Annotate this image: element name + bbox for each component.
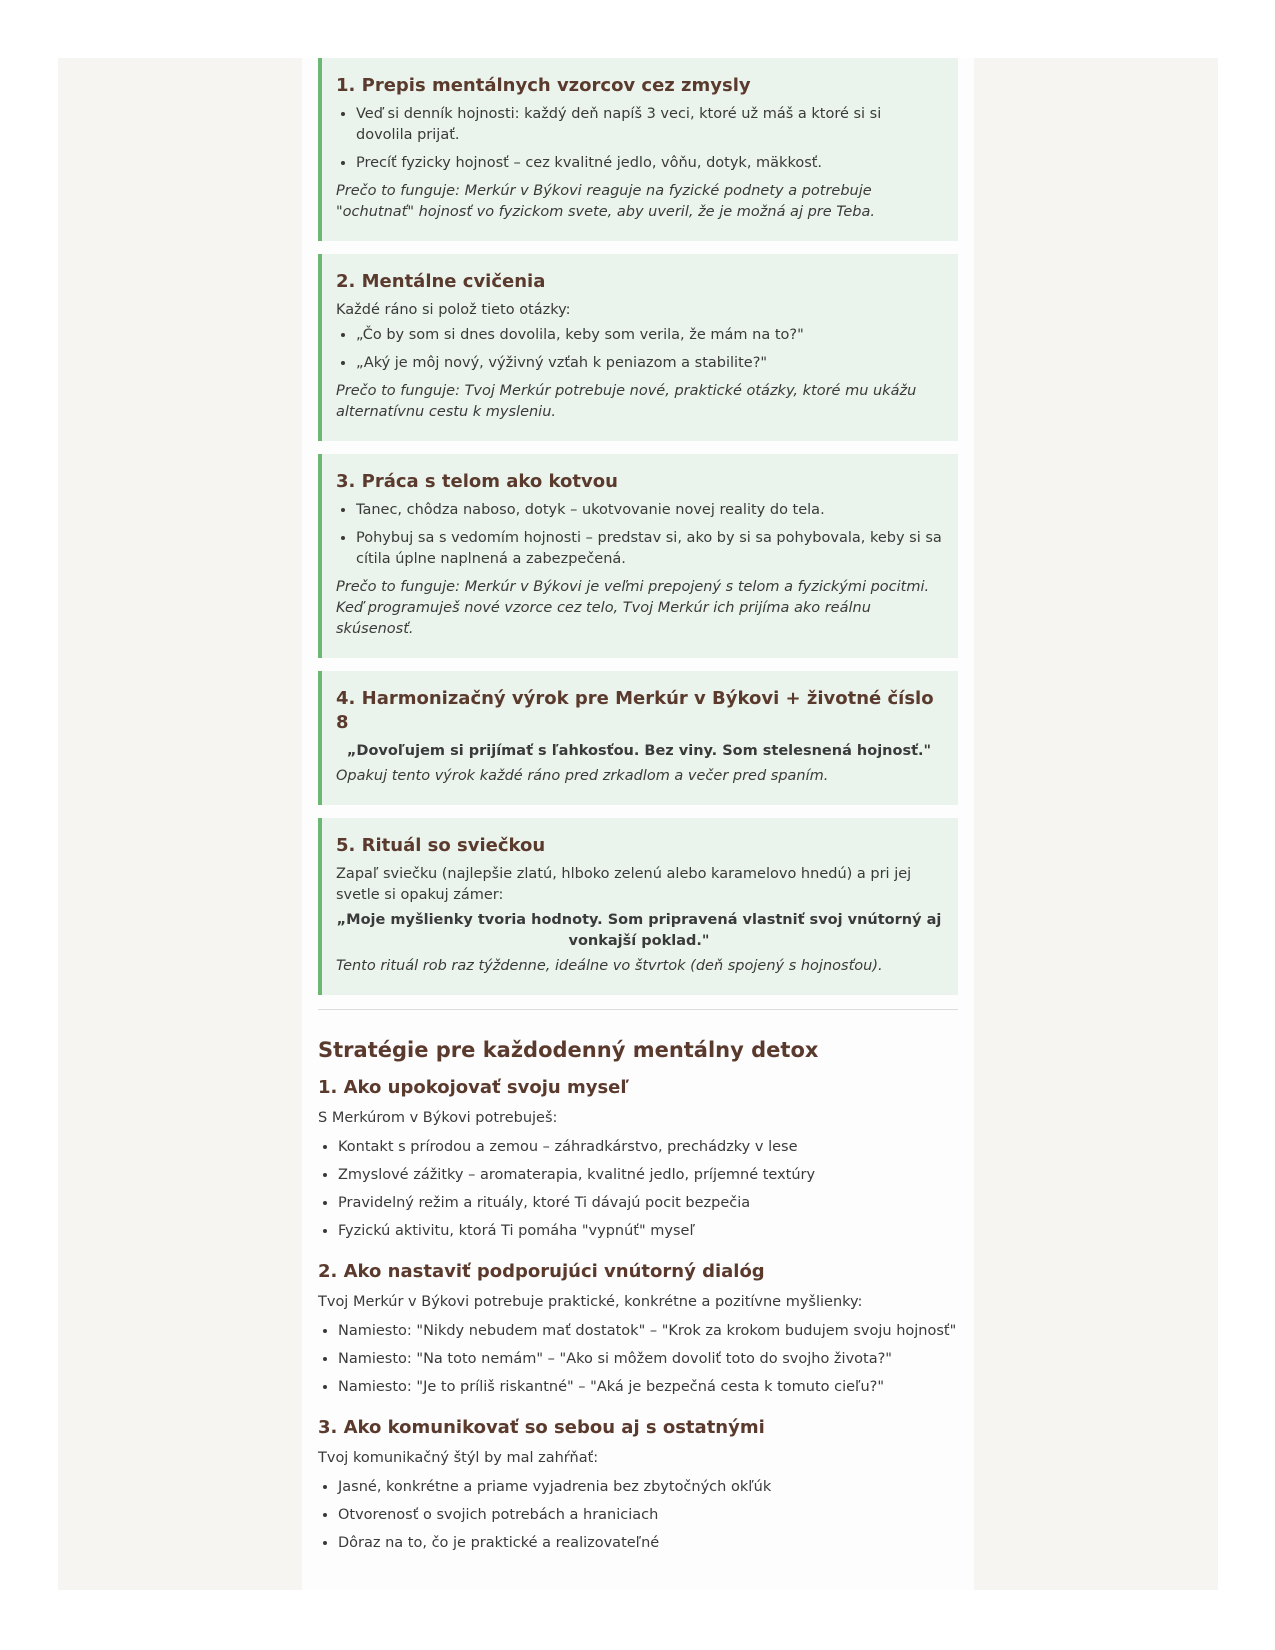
box-title: 2. Mentálne cvičenia (336, 271, 546, 292)
list-item: • Namiesto: "Na toto nemám" – "Ako si môžem dovoliť toto do svojho života?" (338, 1349, 958, 1370)
subsection-intro: Tvoj komunikačný štýl by mal zahŕňať: (318, 1450, 599, 1466)
box-title: 3. Práca s telom ako kotvou (336, 471, 618, 492)
box-intro: Každé ráno si polož tieto otázky: (336, 302, 571, 318)
instruction-note: Opakuj tento výrok každé ráno pred zrkadlom a večer pred spaním. (336, 768, 829, 784)
list-item: • Precíť fyzicky hojnosť – cez kvalitné jedlo, vôňu, dotyk, mäkkosť. (356, 153, 942, 174)
list-item: • Kontakt s prírodou a zemou – záhradkárstvo, prechádzky v lese (338, 1137, 958, 1158)
list-item: • Veď si denník hojnosti: každý deň napíš 3 veci, ktoré už máš a ktoré si si dovolila prijať. (356, 104, 942, 146)
practice-box-3 (318, 454, 958, 658)
why-note: Prečo to funguje: Merkúr v Býkovi je veľmi prepojený s telom a fyzickými pocitmi. Keď programuješ nové vzorce cez telo, Tvoj Merkúr ich prijíma ako reálnu skúsenosť. (336, 579, 930, 637)
list-item: • Pravidelný režim a rituály, ktoré Ti dávajú pocit bezpečia (338, 1193, 958, 1214)
practice-box-1 (318, 58, 958, 241)
box-title: 5. Rituál so sviečkou (336, 835, 546, 856)
intention-quote: „Moje myšlienky tvoria hodnoty. Som pripravená vlastniť svoj vnútorný aj vonkajší poklad." (336, 912, 942, 949)
box-title: 4. Harmonizačný výrok pre Merkúr v Býkovi + životné číslo 8 (336, 688, 934, 733)
list-item: • Fyzickú aktivitu, ktorá Ti pomáha "vypnúť" myseľ (338, 1221, 958, 1242)
list-item: • „Čo by som si dnes dovolila, keby som verila, že mám na to?" (356, 325, 942, 346)
subsection-intro: S Merkúrom v Býkovi potrebuješ: (318, 1110, 558, 1126)
subsection-title: 2. Ako nastaviť podporujúci vnútorný dialóg (318, 1261, 765, 1282)
content-column (302, 58, 974, 1590)
practice-box-2 (318, 254, 958, 441)
why-note: Prečo to funguje: Tvoj Merkúr potrebuje nové, praktické otázky, ktoré mu ukážu alternatívnu cestu k mysleniu. (336, 383, 917, 420)
practice-box-4 (318, 671, 958, 805)
subsection-intro: Tvoj Merkúr v Býkovi potrebuje praktické, konkrétne a pozitívne myšlienky: (318, 1294, 863, 1310)
instruction-note: Tento rituál rob raz týždenne, ideálne vo štvrtok (deň spojený s hojnosťou). (336, 958, 883, 974)
box-list (336, 104, 942, 174)
box-list (336, 325, 942, 374)
subsection-list (318, 1321, 958, 1398)
strategies-section (318, 1036, 958, 1554)
list-item: • Namiesto: "Je to príliš riskantné" – "Aká je bezpečná cesta k tomuto cieľu?" (338, 1377, 958, 1398)
list-item: • Pohybuj sa s vedomím hojnosti – predstav si, ako by si sa pohybovala, keby si sa cítila úplne naplnená a zabezpečená. (356, 528, 942, 570)
box-intro: Zapaľ sviečku (najlepšie zlatú, hlboko zelenú alebo karamelovo hnedú) a pri jej svetle si opakuj zámer: (336, 866, 912, 903)
subsection-title: 1. Ako upokojovať svoju myseľ (318, 1077, 629, 1098)
page-background (58, 58, 1218, 1590)
subsection-list (318, 1477, 958, 1554)
subsection-title: 3. Ako komunikovať so sebou aj s ostatnými (318, 1417, 765, 1438)
box-title: 1. Prepis mentálnych vzorcov cez zmysly (336, 75, 751, 96)
list-item: • Otvorenosť o svojich potrebách a hraniciach (338, 1505, 958, 1526)
list-item: • Dôraz na to, čo je praktické a realizovateľné (338, 1533, 958, 1554)
box-list (336, 500, 942, 570)
subsection-list (318, 1137, 958, 1242)
document-body (318, 58, 958, 1572)
list-item: • Namiesto: "Nikdy nebudem mať dostatok" – "Krok za krokom budujem svoju hojnosť" (338, 1321, 958, 1342)
list-item: • Tanec, chôdza naboso, dotyk – ukotvovanie novej reality do tela. (356, 500, 942, 521)
list-item: • Zmyslové zážitky – aromaterapia, kvalitné jedlo, príjemné textúry (338, 1165, 958, 1186)
list-item: • „Aký je môj nový, výživný vzťah k peniazom a stabilite?" (356, 353, 942, 374)
list-item: • Jasné, konkrétne a priame vyjadrenia bez zbytočných okľúk (338, 1477, 958, 1498)
section-divider (318, 1009, 958, 1010)
affirmation-quote: „Dovoľujem si prijímať s ľahkosťou. Bez viny. Som stelesnená hojnosť." (346, 743, 932, 759)
why-note: Prečo to funguje: Merkúr v Býkovi reaguje na fyzické podnety a potrebuje "ochutnať" hojnosť vo fyzickom svete, aby uveril, že je možná aj pre Teba. (336, 183, 875, 220)
section-heading: Stratégie pre každodenný mentálny detox (318, 1038, 819, 1062)
practice-box-5 (318, 818, 958, 995)
